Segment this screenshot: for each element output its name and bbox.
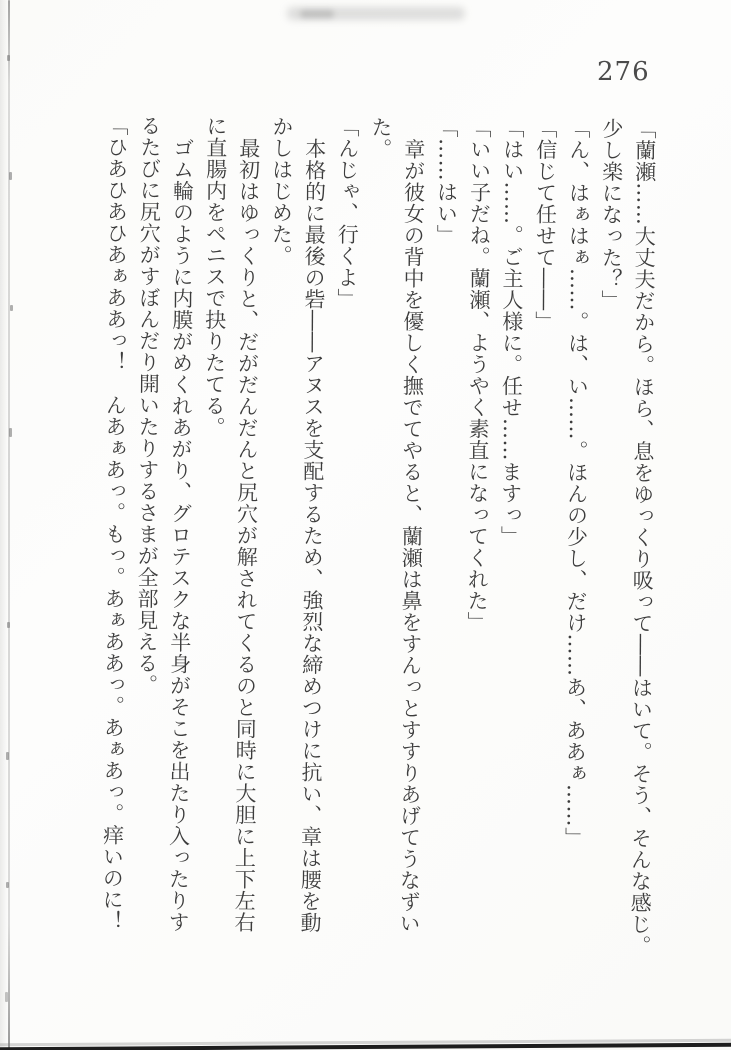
binding-speck — [9, 428, 12, 437]
text-column: ゴム輪のように内膜がめくれあがり、グロテスクな半身がそこを出たり入ったりす — [166, 137, 195, 933]
header-bleedthrough-smudge — [300, 10, 334, 18]
binding-shadow — [0, 0, 8, 1050]
binding-edge-line — [8, 0, 10, 1050]
text-column: 章が彼女の背中を優しく撫でてやると、蘭瀬は鼻をすんっとすすりあげてうなずい — [397, 138, 426, 935]
binding-speck — [6, 882, 9, 888]
text-column: 本格的に最後の砦――アヌスを支配するため、強烈な締めつけに抗い、章は腰を動 — [298, 137, 327, 934]
text-column: るたびに尻穴がすぼんだり開いたりするさまが全部見える。 — [134, 114, 163, 696]
text-column: 「蘭瀬……大丈夫だから。ほら、息をゆっくり吸って――はいて。そう、そんな感じ。 — [627, 117, 658, 957]
binding-speck — [10, 305, 13, 311]
binding-speck — [5, 992, 8, 1002]
text-column: 「ひあひあひあぁああっ！ んあぁあっ。もっ。あぁああっ。あぁあっ。痒いのに！ — [100, 114, 130, 932]
binding-speck — [7, 55, 10, 61]
binding-speck — [9, 172, 12, 180]
text-column: 「ん、はぁはぁ……。は、い……。ほんの少し、だけ……あ、ああぁ……」 — [562, 117, 592, 849]
page-number: 276 — [597, 57, 650, 87]
text-column: 「……はい」 — [434, 116, 460, 246]
text-column: 「んじゃ、行くよ」 — [334, 116, 361, 310]
text-column: 少し楽になった？」 — [598, 117, 625, 312]
text-column: 「信じて任せて――」 — [532, 117, 559, 333]
text-column: かしはじめた。 — [269, 115, 295, 267]
text-column: 「はい……。ご主人様に。任せ……ますっ」 — [498, 117, 526, 548]
text-column: 「いい子だね。蘭瀬、ようやく素直になってくれた」 — [464, 116, 493, 633]
text-column: た。 — [368, 116, 394, 160]
text-column: に直腸内をペニスで抉りたてる。 — [202, 115, 229, 438]
binding-speck — [6, 752, 9, 760]
vertical-text-block — [94, 115, 661, 1023]
text-column: 最初はゆっくりと、だがだんだんと尻穴が解されてくるのと同時に大胆に上下左右 — [232, 137, 261, 934]
binding-speck — [7, 622, 10, 628]
